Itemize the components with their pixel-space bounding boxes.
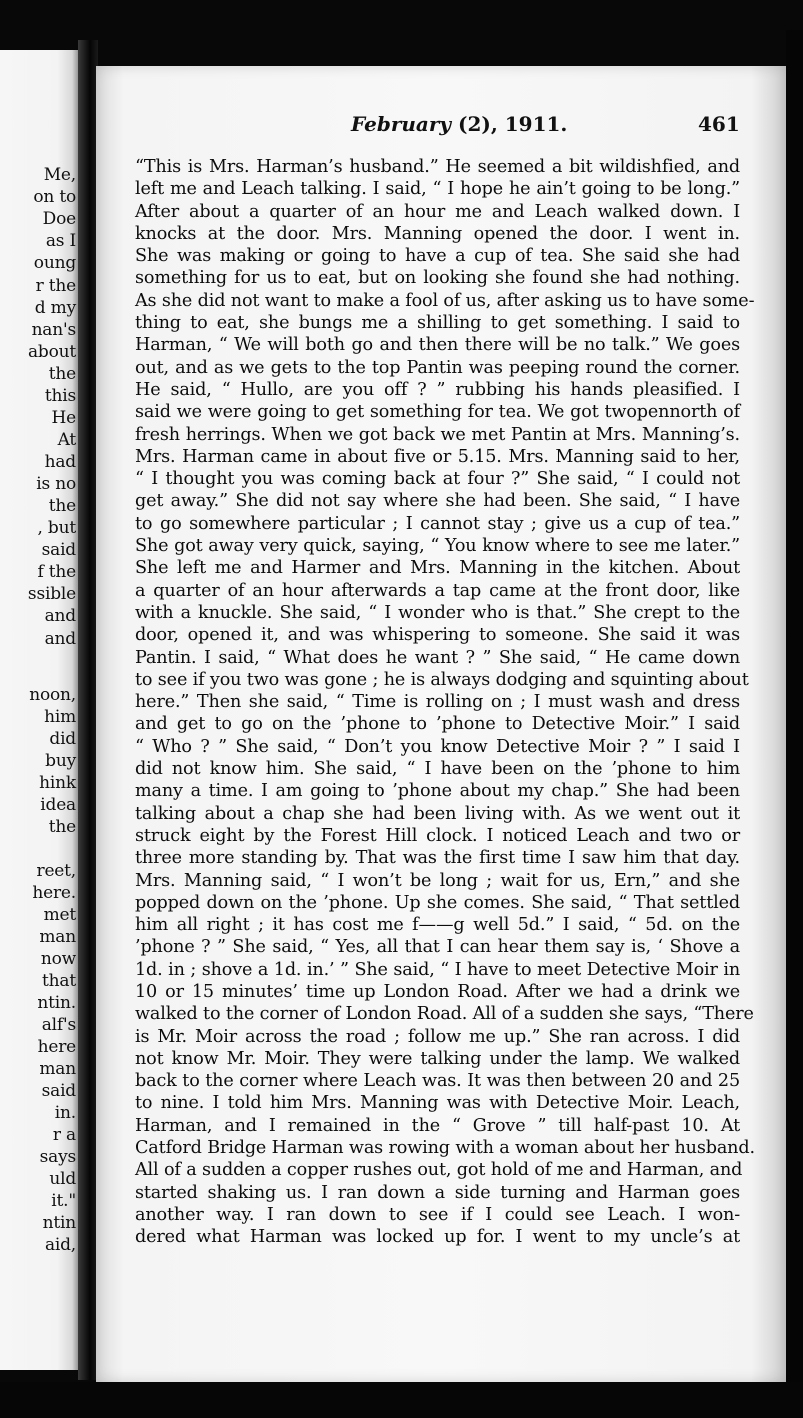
previous-page-text-fragment: uld [49, 1169, 76, 1189]
previous-page-text-fragment: the [48, 496, 76, 516]
text-line: 10 or 15 minutes’ time up London Road. After we had a drink we [135, 981, 740, 1002]
previous-page-text-fragment: Doe [42, 209, 76, 229]
text-line: with a knuckle. She said, “ I wonder who is that.” She crept to the [135, 602, 740, 623]
text-line: to go somewhere particular ; I cannot stay ; give us a cup of tea.” [135, 513, 740, 534]
text-line: out, and as we gets to the top Pantin was peeping round the corner. [135, 357, 740, 378]
previous-page-text-fragment: as I [45, 231, 76, 251]
text-line: fresh herrings. When we got back we met Pantin at Mrs. Manning’s. [135, 424, 740, 445]
running-head [351, 112, 567, 136]
previous-page-text-fragment: r a [52, 1125, 76, 1145]
page-header [96, 112, 786, 142]
book-gutter [78, 40, 98, 1380]
text-line: Harman, and I remained in the “ Grove ” till half-past 10. At [135, 1115, 740, 1136]
previous-page-text-fragment: said [41, 1081, 76, 1101]
previous-page-text-fragment: this [44, 386, 76, 406]
previous-page-text-fragment: about [27, 342, 76, 362]
text-line: here.” Then she said, “ Time is rolling on ; I must wash and dress [135, 692, 740, 713]
previous-page-text-fragment: says [39, 1147, 76, 1167]
previous-page-text-fragment: oung [33, 253, 76, 273]
previous-page-text-fragment: had [44, 452, 76, 472]
running-head-month: February [351, 112, 452, 136]
scan-right-edge [786, 30, 803, 1418]
text-line: to nine. I told him Mrs. Manning was with Detective Moir. Leach, [135, 1093, 740, 1114]
previous-page-text-fragment: him [44, 707, 76, 727]
previous-page-text-fragment: on to [33, 187, 76, 207]
previous-page-text-fragment: the [48, 364, 76, 384]
page-body-text [135, 156, 755, 1249]
text-line: talking about a chap she had been living with. As we went out it [135, 803, 740, 824]
text-line: ’phone ? ” She said, “ Yes, all that I can hear them say is, ‘ Shove a [135, 937, 740, 958]
text-line: All of a sudden a copper rushes out, got hold of me and Harman, and [135, 1160, 743, 1181]
previous-page-text-fragment: said [41, 540, 76, 560]
previous-page-text-fragment: noon, [29, 685, 76, 705]
previous-page-text-fragment: met [43, 905, 76, 925]
previous-page-text-fragment: At [57, 430, 76, 450]
text-line: three more standing by. That was the first time I saw him that day. [135, 848, 740, 869]
running-head-date: (2), 1911. [451, 112, 568, 136]
text-line: many a time. I am going to ’phone about my chap.” She had been [135, 781, 740, 802]
previous-page-text-fragment: buy [45, 751, 76, 771]
text-line: to see if you two was gone ; he is always dodging and squinting about [135, 669, 749, 690]
text-line: As she did not want to make a fool of us, after asking us to have some- [135, 290, 755, 311]
text-line: knocks at the door. Mrs. Manning opened the door. I went in. [135, 223, 740, 244]
previous-page-text-fragment: d my [34, 298, 76, 318]
text-line: He said, “ Hullo, are you off ? ” rubbing his hands pleasified. I [135, 379, 740, 400]
text-line: She was making or going to have a cup of tea. She said she had [135, 246, 740, 267]
previous-page-text-fragment: reet, [36, 861, 76, 881]
text-line: “ I thought you was coming back at four ?” She said, “ I could not [135, 469, 740, 490]
previous-page-text-fragment: ntin [42, 1213, 76, 1233]
text-line: popped down on the ’phone. Up she comes. She said, “ That settled [135, 892, 740, 913]
previous-page-text-fragment: idea [40, 795, 76, 815]
text-line: door, opened it, and was whispering to someone. She said it was [135, 625, 740, 646]
previous-page-text-fragment: ssible [27, 584, 76, 604]
text-line: and get to go on the ’phone to ’phone to Detective Moir.” I said [135, 714, 740, 735]
text-line: another way. I ran down to see if I could see Leach. I won- [135, 1204, 740, 1225]
previous-page-text-fragment: r the [35, 276, 76, 296]
text-line: Harman, “ We will both go and then there will be no talk.” We goes [135, 335, 740, 356]
previous-page-text-fragment: did [49, 729, 76, 749]
previous-page-text-fragment: the [48, 817, 76, 837]
previous-page-text-fragment: here. [32, 883, 76, 903]
text-line: “ Who ? ” She said, “ Don’t you know Detective Moir ? ” I said I [135, 736, 740, 757]
text-line: walked to the corner of London Road. All of a sudden she says, “There [135, 1004, 754, 1025]
previous-page-text-fragment: alf's [41, 1015, 76, 1035]
text-line: a quarter of an hour afterwards a tap came at the front door, like [135, 580, 740, 601]
previous-page-text-fragment: and [44, 629, 76, 649]
previous-page-text-fragment: it." [51, 1191, 76, 1211]
previous-page-text-fragment: here [37, 1037, 76, 1057]
text-line: She got away very quick, saying, “ You know where to see me later.” [135, 536, 740, 557]
text-line: get away.” She did not say where she had been. She said, “ I have [135, 491, 740, 512]
text-line: something for us to eat, but on looking she found she had nothing. [135, 268, 740, 289]
text-line: not know Mr. Moir. They were talking under the lamp. We walked [135, 1048, 740, 1069]
scan-bottom-edge [0, 1382, 803, 1418]
previous-page-text-fragment: , but [37, 518, 76, 538]
text-line: dered what Harman was locked up for. I went to my uncle’s at [135, 1227, 740, 1248]
text-line: After about a quarter of an hour me and Leach walked down. I [135, 201, 740, 222]
text-line: left me and Leach talking. I said, “ I hope he ain’t going to be long.” [135, 179, 740, 200]
text-line: “This is Mrs. Harman’s husband.” He seemed a bit wildishfied, and [135, 157, 740, 177]
previous-page-text-fragment: nan's [31, 320, 76, 340]
previous-page-text-fragment: that [42, 971, 76, 991]
previous-page-text-fragment: He [51, 408, 76, 428]
text-line: back to the corner where Leach was. It was then between 20 and 25 [135, 1071, 740, 1092]
previous-page-text-fragment: in. [54, 1103, 76, 1123]
text-line: struck eight by the Forest Hill clock. I noticed Leach and two or [135, 825, 740, 846]
text-line: Mrs. Harman came in about five or 5.15. Mrs. Manning said to her, [135, 446, 740, 467]
text-line: him all right ; it has cost me f——g well 5d.” I said, “ 5d. on the [135, 915, 740, 936]
page-number: 461 [698, 112, 740, 136]
previous-page-text-fragment: aid, [44, 1235, 76, 1255]
text-line: is Mr. Moir across the road ; follow me up.” She ran across. I did [135, 1026, 740, 1047]
previous-page-edge [0, 50, 82, 1370]
previous-page-text-fragment: man [39, 1059, 76, 1079]
text-line: Catford Bridge Harman was rowing with a woman about her husband. [135, 1138, 755, 1159]
previous-page-text-fragment: f the [37, 562, 76, 582]
previous-page-text-fragment: ntin. [37, 993, 76, 1013]
previous-page-text-fragment: now [40, 949, 76, 969]
text-line: did not know him. She said, “ I have been on the ’phone to him [135, 759, 740, 780]
previous-page-text-fragment: Me, [43, 165, 76, 185]
previous-page-text-fragment: and [44, 606, 76, 626]
text-line: said we were going to get something for tea. We got twopennorth of [135, 402, 740, 423]
text-line: She left me and Harmer and Mrs. Manning in the kitchen. About [135, 558, 740, 579]
text-line: Pantin. I said, “ What does he want ? ” She said, “ He came down [135, 647, 740, 668]
previous-page-text-fragment: hink [39, 773, 76, 793]
text-line: thing to eat, she bungs me a shilling to get something. I said to [135, 313, 740, 334]
text-line: 1d. in ; shove a 1d. in.’ ” She said, “ I have to meet Detective Moir in [135, 959, 740, 980]
text-line: Mrs. Manning said, “ I won’t be long ; wait for us, Ern,” and she [135, 870, 740, 891]
previous-page-text-fragment: is no [36, 474, 76, 494]
text-line: started shaking us. I ran down a side turning and Harman goes [135, 1182, 740, 1203]
previous-page-text-fragment: man [39, 927, 76, 947]
